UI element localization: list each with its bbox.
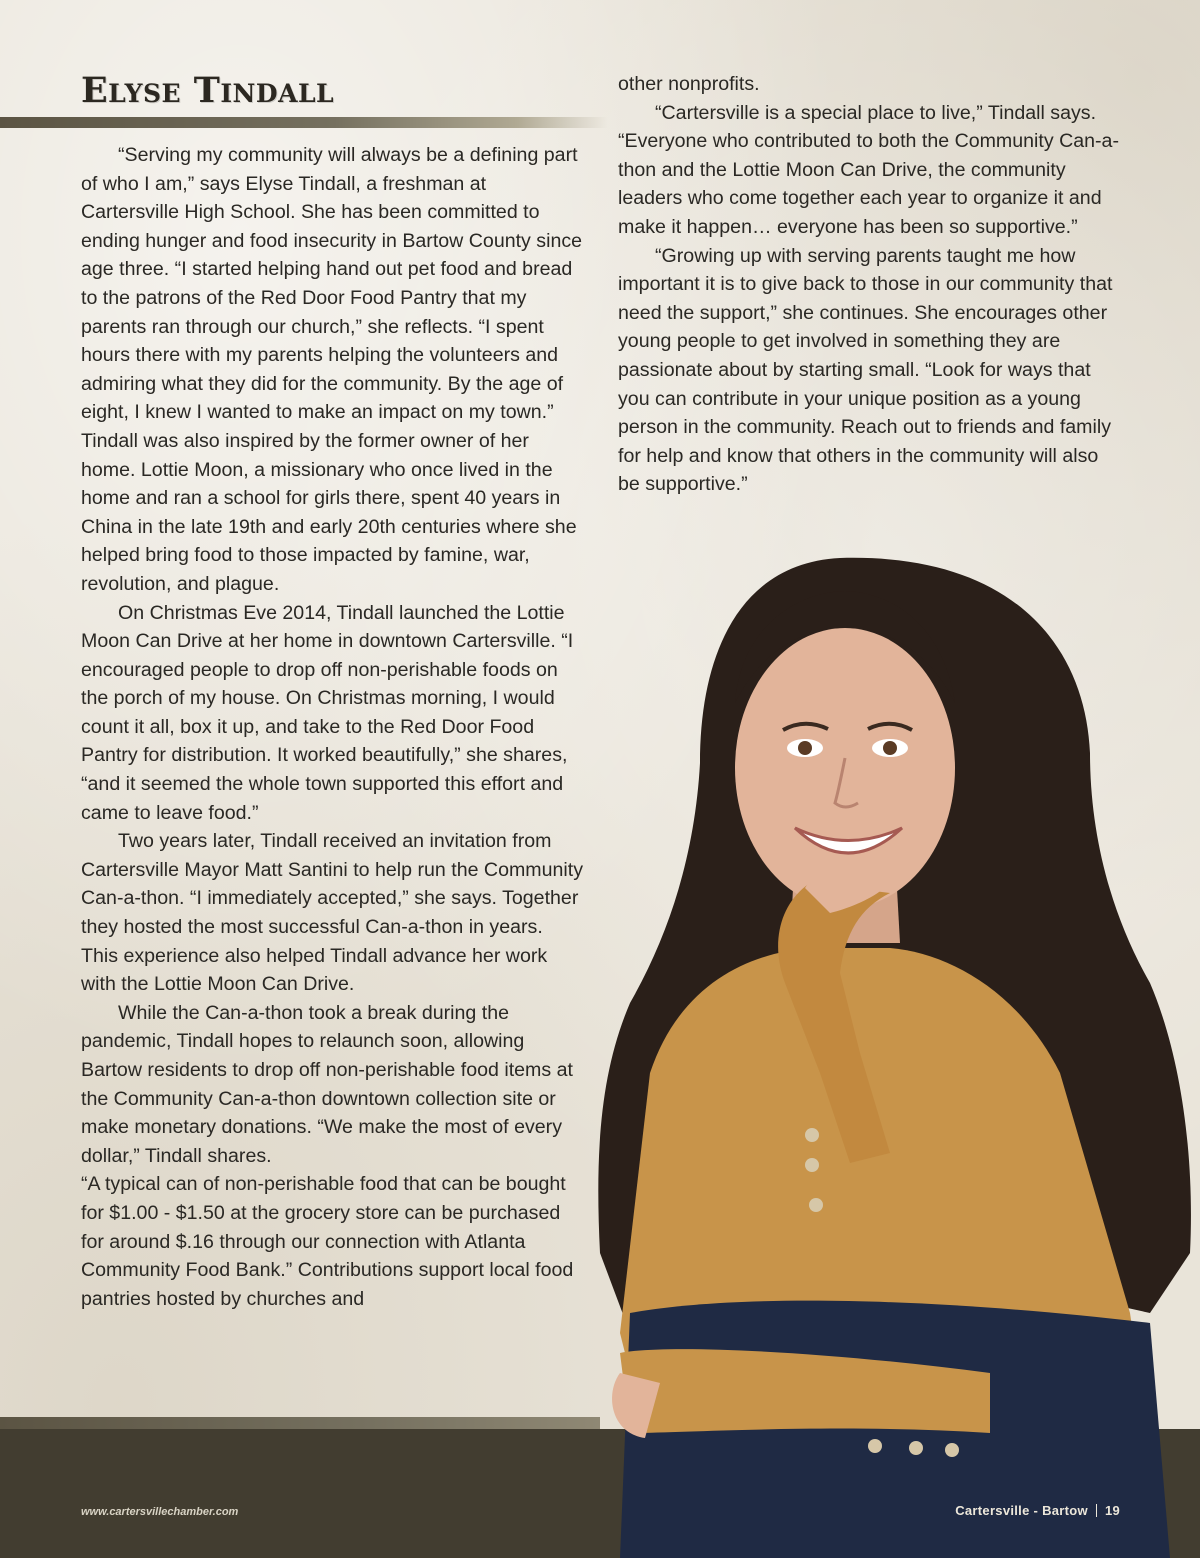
face-shape: [735, 628, 955, 908]
right-column: [618, 70, 1123, 499]
article-title: Elyse Tindall: [81, 70, 335, 111]
footer-separator: [1096, 1504, 1097, 1517]
portrait-photo: [590, 553, 1200, 1558]
paragraph-6: other nonprofits.: [618, 73, 760, 95]
paragraph-3: Two years later, Tindall received an invitation from Cartersville Mayor Matt Santini to help run the Community Can-a-thon. “I immediately accepted,” she says. Together they hosted the most successful Can-a-thon in years. This experience also helped Tindall advance her work with the Lottie Moon Can Drive.: [81, 830, 584, 996]
paragraph-8: “Growing up with serving parents taught me how important it is to give back to those in our community that need the support,” she continues. She encourages other young people to get involved in something they are passionate about by starting small. “Look for ways that you can contribute in your unique position as a young person in the community. Reach out to friends and family for help and know that others in the community will also be supportive.”: [618, 244, 1113, 496]
paragraph-1: “Serving my community will always be a defining part of who I am,” says Elyse Tindall, a freshman at Cartersville High School. She has been committed to ending hunger and food insecurity in Bartow County since age three. “I started helping hand out pet food and bread to the patrons of the Red Door Food Pantry that my parents ran through our church,” she reflects. “I spent hours there with my parents helping the volunteers and admiring what they did for the community. By the age of eight, I knew I wanted to make an impact on my town.” Tindall was also inspired by the former owner of her home. Lottie Moon, a missionary who once lived in the home and ran a school for girls there, spent 40 years in China in the late 19th and early 20th centuries where she helped bring food to those impacted by famine, war, revolution, and plague.: [81, 144, 583, 595]
paragraph-2: On Christmas Eve 2014, Tindall launched the Lottie Moon Can Drive at her home in downtown Cartersville. “I encouraged people to drop off non-perishable foods on the porch of my house. On Christmas morning, I would count it all, box it up, and take to the Red Door Food Pantry for distribution. It worked beautifully,” she shares, “and it seemed the whole town supported this effort and came to leave food.”: [81, 601, 574, 824]
footer-divider: [0, 1417, 600, 1429]
footer-page-info: [955, 1503, 1120, 1518]
paragraph-7: “Cartersville is a special place to live,” Tindall says. “Everyone who contributed to both the Community Can-a-thon and the Lottie Moon Can Drive, the community leaders who come together each year to organize it and make it happen… everyone has been so supportive.”: [618, 101, 1119, 238]
page-number: 19: [1104, 1503, 1120, 1518]
publication-name: Cartersville - Bartow: [955, 1503, 1088, 1518]
footer-website-url[interactable]: www.cartersvillechamber.com: [81, 1506, 239, 1518]
paragraph-5: “A typical can of non-perishable food that can be bought for $1.00 - $1.50 at the grocery store can be purchased for around $.16 through our connection with Atlanta Community Food Bank.” Contributions support local food pantries hosted by churches and: [81, 1173, 574, 1310]
left-column: [81, 141, 583, 1313]
paragraph-4: While the Can-a-thon took a break during the pandemic, Tindall hopes to relaunch soon, allowing Bartow residents to drop off non-perishable food items at the Community Can-a-thon downtown collection site or make monetary donations. “We make the most of every dollar,” Tindall shares.: [81, 1001, 573, 1167]
title-divider: [0, 117, 608, 128]
